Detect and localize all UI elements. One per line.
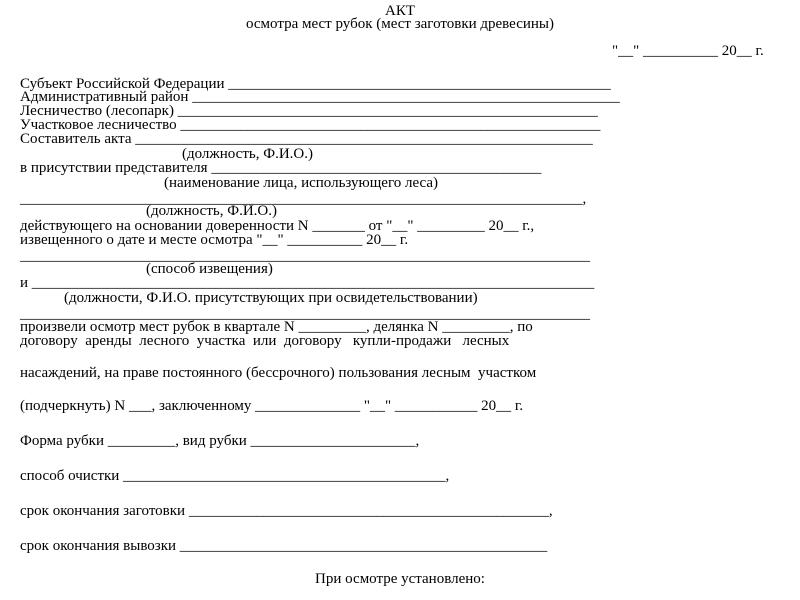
notice-hint: (способ извещения) bbox=[146, 261, 273, 277]
in-presence-field: в присутствии представителя ____________________________________________ bbox=[20, 160, 542, 176]
subject-field: Субъект Российской Федерации ___________________________________________________ bbox=[20, 76, 611, 92]
position-hint-1: (должность, Ф.И.О.) bbox=[146, 203, 277, 219]
notified-field: извещенного о дате и месте осмотра "__" __________ 20__ г. bbox=[20, 232, 409, 248]
compiler-field: Составитель акта _____________________________________________________________ bbox=[20, 131, 593, 147]
district-field: Административный район _________________________________________________________ bbox=[20, 89, 620, 105]
persons-hint: (должности, Ф.И.О. присутствующих при освидетельствовании) bbox=[64, 290, 478, 306]
blank-line-3: ____________________________________________________________________________ bbox=[20, 306, 590, 322]
inspection-line-3: насаждений, на праве постоянного (бессрочного) пользования лесным участком bbox=[20, 365, 537, 381]
blank-line-2: ____________________________________________________________________________ bbox=[20, 248, 590, 264]
established-heading: При осмотре установлено: bbox=[315, 571, 485, 587]
document-title: АКТ bbox=[385, 3, 415, 19]
document-subtitle: осмотра мест рубок (мест заготовки древесины) bbox=[246, 16, 554, 32]
harvest-end-field: срок окончания заготовки ________________________________________________, bbox=[20, 503, 553, 519]
compiler-hint: (должность, Ф.И.О.) bbox=[182, 146, 313, 162]
forestry-field: Лесничество (лесопарк) ________________________________________________________ bbox=[20, 103, 598, 119]
in-presence-hint: (наименование лица, использующего леса) bbox=[164, 175, 438, 191]
and-line: и ___________________________________________________________________________ bbox=[20, 275, 595, 291]
cleaning-method-field: способ очистки ___________________________________________, bbox=[20, 468, 450, 484]
blank-line-1: ___________________________________________________________________________, bbox=[20, 191, 587, 207]
inspection-line-2: договору аренды лесного участка или договору купли-продажи лесных bbox=[20, 333, 510, 349]
district-forestry-field: Участковое лесничество ________________________________________________________ bbox=[20, 117, 601, 133]
date-line: "__" __________ 20__ г. bbox=[612, 43, 764, 59]
removal-end-field: срок окончания вывозки _________________________________________________ bbox=[20, 538, 548, 554]
felling-form-field: Форма рубки _________, вид рубки ______________________, bbox=[20, 433, 420, 449]
power-of-attorney-field: действующего на основании доверенности N _______ от "__" _________ 20__ г., bbox=[20, 218, 535, 234]
inspection-line-4: (подчеркнуть) N ___, заключенному ______________ "__" ___________ 20__ г. bbox=[20, 398, 524, 414]
inspection-line-1: произвели осмотр мест рубок в квартале N _________, делянка N _________, по bbox=[20, 319, 533, 335]
